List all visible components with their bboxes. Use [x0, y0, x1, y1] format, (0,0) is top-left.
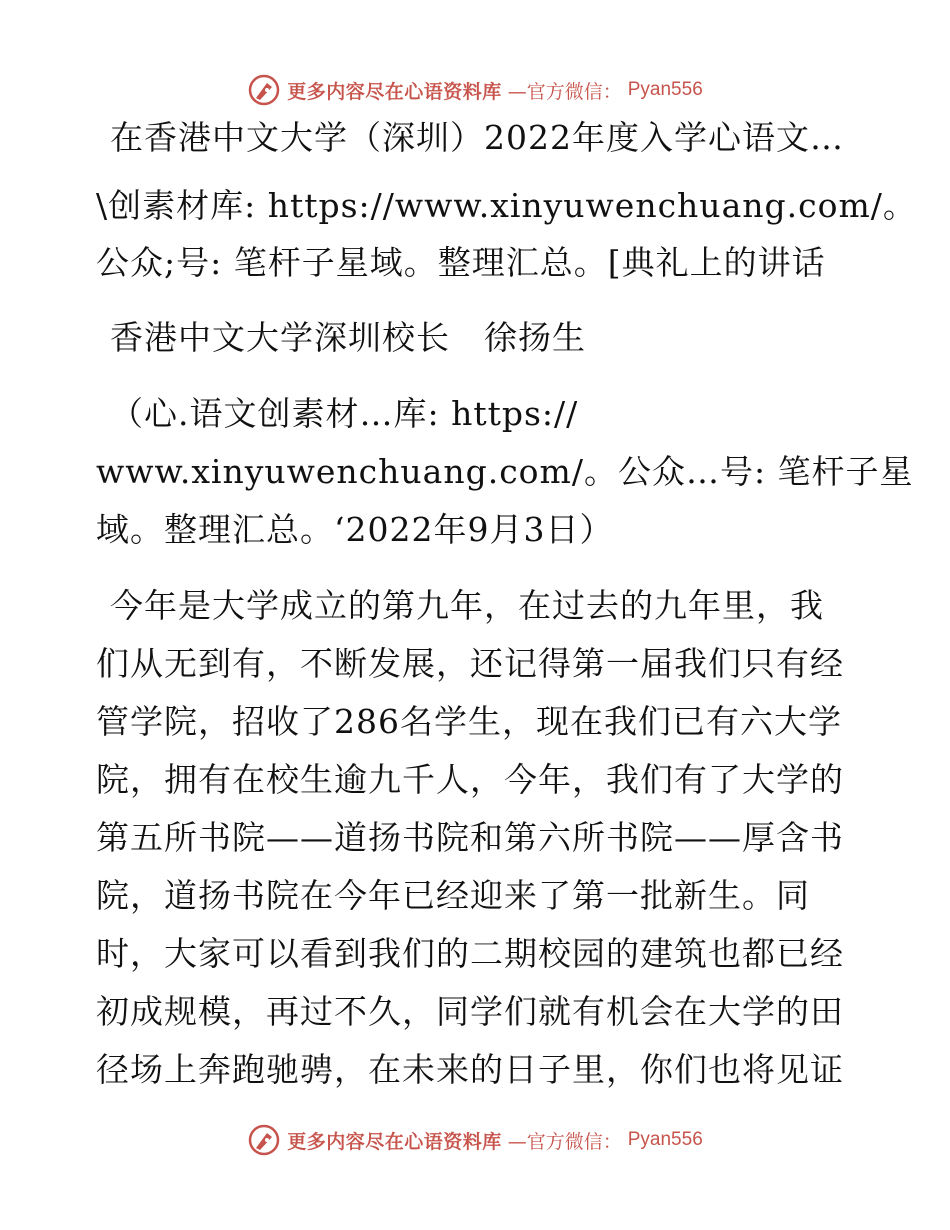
- speaker-line: 香港中文大学深圳校长 徐扬生: [110, 318, 586, 357]
- header-watermark: [0, 70, 950, 110]
- watermark-separator: —官方微信：: [507, 1130, 622, 1153]
- paragraph-line: 院，道扬书院在今年已经迎来了第一批新生。同: [96, 876, 810, 915]
- text-line: 域。整理汇总。‘2022年9月3日）: [96, 510, 614, 549]
- watermark-text: 更多内容尽在心语资料库: [287, 80, 502, 103]
- watermark-text: 更多内容尽在心语资料库: [287, 1130, 502, 1153]
- pen-nib-logo-icon: [247, 1123, 281, 1157]
- paragraph-line: 院，拥有在校生逾九千人，今年，我们有了大学的: [96, 760, 844, 799]
- paragraph-line: 初成规模，再过不久，同学们就有机会在大学的田: [96, 992, 844, 1031]
- watermark-wechat-id: Pyan556: [627, 79, 703, 100]
- paragraph-line: 们从无到有，不断发展，还记得第一届我们只有经: [96, 644, 844, 683]
- watermark-wechat-id: Pyan556: [627, 1129, 703, 1150]
- text-line: \创素材库: https://www.xinyuwenchuang.com/。: [96, 186, 917, 225]
- paragraph-line: 今年是大学成立的第九年，在过去的九年里，我: [110, 586, 824, 625]
- text-line: 在香港中文大学（深圳）2022年度入学心语文…: [110, 118, 844, 157]
- paragraph-line: 径场上奔跑驰骋，在未来的日子里，你们也将见证: [96, 1050, 844, 1089]
- paragraph-line: 第五所书院——道扬书院和第六所书院——厚含书: [96, 818, 844, 857]
- text-line: www.xinyuwenchuang.com/。公众…号: 笔杆子星: [96, 452, 914, 491]
- text-line: （心.语文创素材…库: https://: [110, 394, 579, 433]
- text-line: 公众;号: 笔杆子星域。整理汇总。[典礼上的讲话: [96, 243, 826, 282]
- watermark-separator: —官方微信：: [507, 80, 622, 103]
- paragraph-line: 管学院，招收了286名学生，现在我们已有六大学: [96, 702, 842, 741]
- pen-nib-logo-icon: [247, 73, 281, 107]
- paragraph-line: 时，大家可以看到我们的二期校园的建筑也都已经: [96, 934, 844, 973]
- footer-watermark: [0, 1120, 950, 1160]
